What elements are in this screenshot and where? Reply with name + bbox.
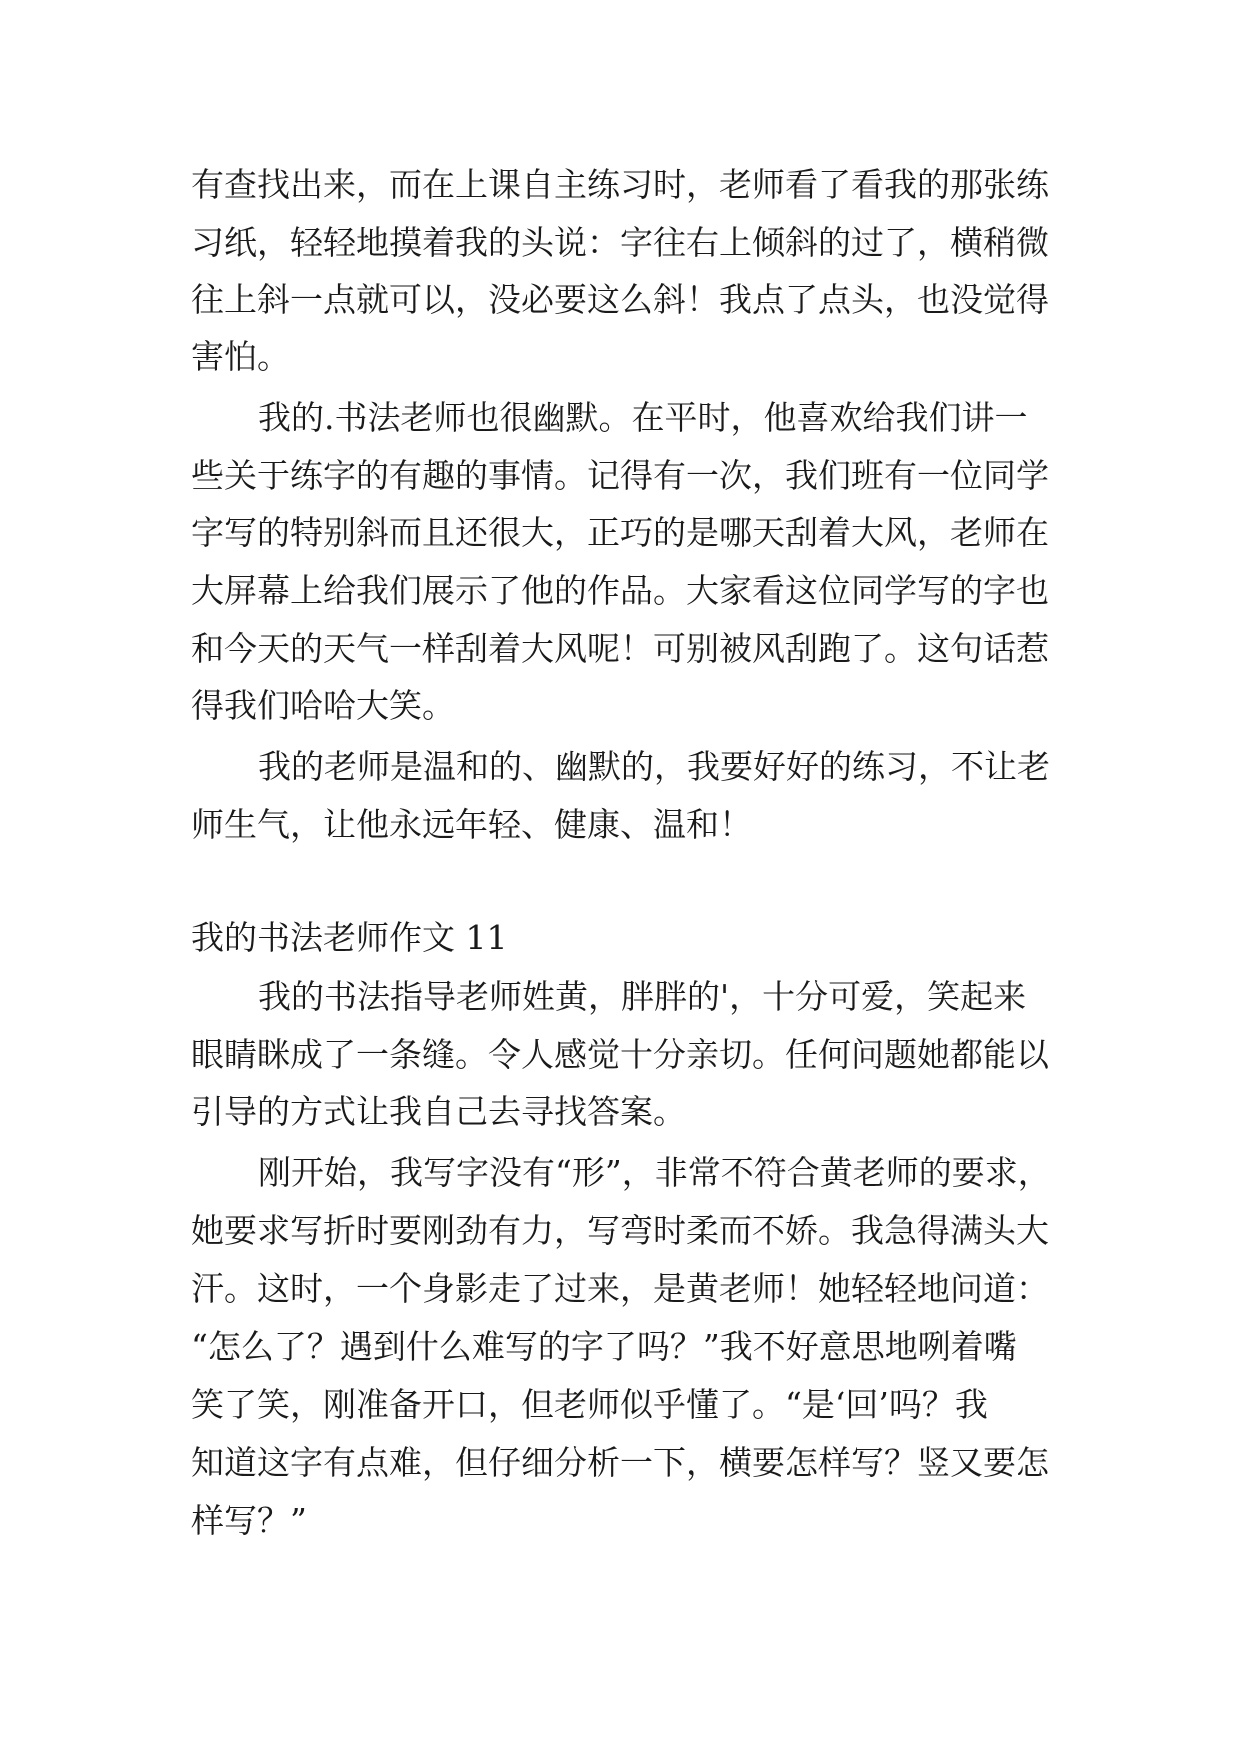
text-line: 害怕。: [191, 337, 290, 376]
text-line: 有查找出来，而在上课自主练习时，老师看了看我的那张练: [191, 165, 1049, 204]
text-line: 习纸，轻轻地摸着我的头说：字往右上倾斜的过了，横稍微: [191, 223, 1049, 262]
text-line: 师生气，让他永远年轻、健康、温和！: [191, 805, 752, 844]
text-line: 汗。这时，一个身影走了过来，是黄老师！她轻轻地问道：: [191, 1269, 1049, 1308]
paragraph-first-line: 我的.书法老师也很幽默。在平时，他喜欢给我们讲一: [258, 398, 1028, 437]
paragraph-first-line: 我的老师是温和的、幽默的，我要好好的练习，不让老: [258, 747, 1050, 786]
text-line: 眼睛眯成了一条缝。令人感觉十分亲切。任何问题她都能以: [191, 1035, 1049, 1074]
text-line: 字写的特别斜而且还很大，正巧的是哪天刮着大风，老师在: [191, 513, 1049, 552]
text-line: 她要求写折时要刚劲有力，写弯时柔而不娇。我急得满头大: [191, 1211, 1049, 1250]
text-line: 引导的方式让我自己去寻找答案。: [191, 1092, 686, 1131]
text-line: 样写？”: [191, 1501, 307, 1540]
section-heading: 我的书法老师作文 11: [191, 918, 508, 957]
text-line: 往上斜一点就可以，没必要这么斜！我点了点头，也没觉得: [191, 280, 1049, 319]
text-line: 笑了笑，刚准备开口，但老师似乎懂了。“是‘回’吗？我: [191, 1385, 988, 1424]
text-line: 知道这字有点难，但仔细分析一下，横要怎样写？竖又要怎: [191, 1443, 1049, 1482]
paragraph-first-line: 我的书法指导老师姓黄，胖胖的'，十分可爱，笑起来: [258, 977, 1027, 1016]
text-line: 大屏幕上给我们展示了他的作品。大家看这位同学写的字也: [191, 571, 1049, 610]
paragraph-first-line: 刚开始，我写字没有“形”，非常不符合黄老师的要求，: [258, 1153, 1051, 1192]
text-line: 些关于练字的有趣的事情。记得有一次，我们班有一位同学: [191, 456, 1049, 495]
text-line: 得我们哈哈大笑。: [191, 686, 455, 725]
text-line: “怎么了？遇到什么难写的字了吗？”我不好意思地咧着嘴: [191, 1327, 1017, 1366]
text-line: 和今天的天气一样刮着大风呢！可别被风刮跑了。这句话惹: [191, 629, 1049, 668]
